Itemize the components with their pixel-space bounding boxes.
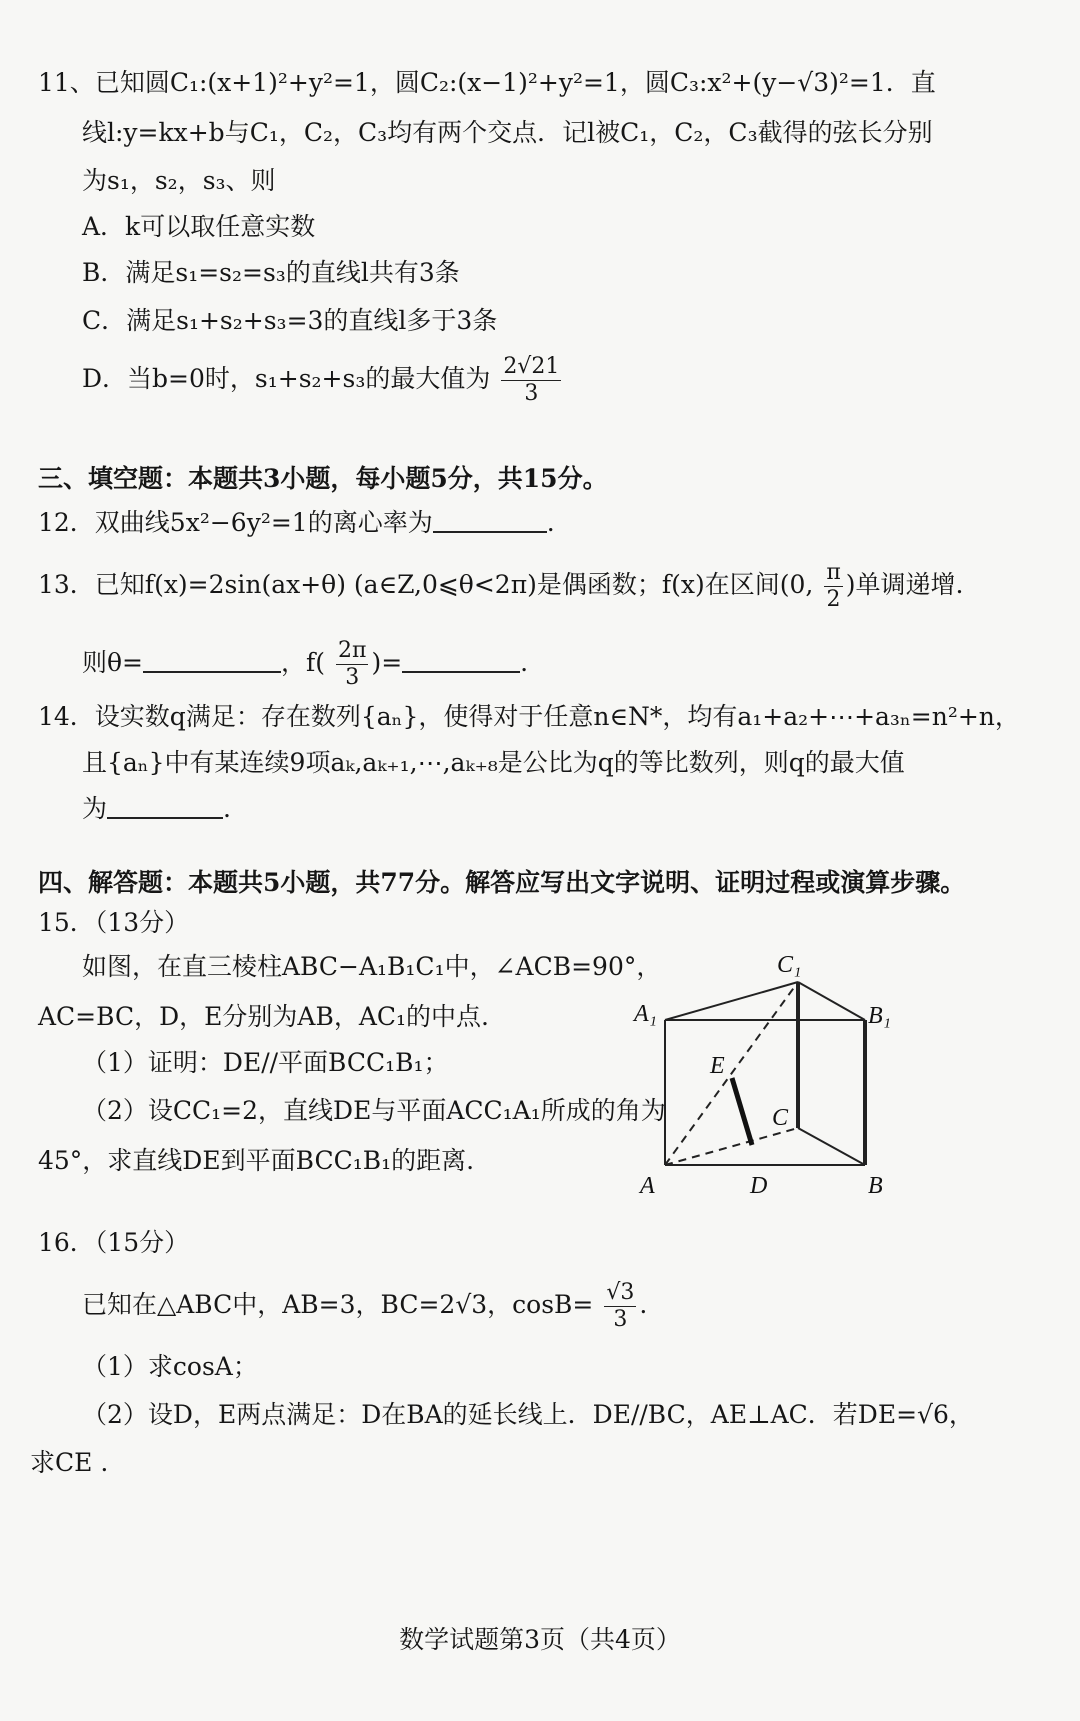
label-c: C [772, 1105, 789, 1131]
q11-option-a: A．k可以取任意实数 [82, 212, 316, 241]
q13-line1 [38, 560, 963, 613]
q15-line2: AC=BC，D，E分别为AB，AC₁的中点. [38, 1002, 489, 1031]
q11-option-d-text: D．当b=0时，s₁+s₂+s₃的最大值为 [82, 364, 491, 393]
q13-text-b: )单调递增. [845, 570, 964, 599]
q16-heading: 16．（15分） [38, 1228, 190, 1257]
prism-figure [620, 945, 920, 1205]
q11-option-b: B．满足s₁=s₂=s₃的直线l共有3条 [82, 258, 460, 287]
q16-end-dot: . [639, 1290, 648, 1319]
q13-theta-blank[interactable] [143, 647, 281, 673]
q16-fraction-sqrt3-3 [604, 1280, 636, 1333]
q13-f-blank[interactable] [402, 647, 520, 673]
q13-line2 [82, 638, 528, 691]
q13-end: . [520, 648, 529, 677]
q15-line3: 45°，求直线DE到平面BCC₁B₁的距离. [38, 1146, 475, 1175]
q12-line [38, 506, 555, 540]
q14-line3 [82, 792, 231, 826]
q16-part1: （1）求cosA； [82, 1352, 258, 1381]
q16-part2: （2）设D，E两点满足：D在BA的延长线上．DE//BC，AE⊥AC．若DE=√6， [82, 1400, 974, 1429]
fraction-numerator: 2√21 [503, 354, 560, 379]
q15-line1: 如图，在直三棱柱ABC−A₁B₁C₁中，∠ACB=90°， [82, 952, 662, 981]
q11-text-line1: 已知圆C₁:(x+1)²+y²=1，圆C₂:(x−1)²+y²=1，圆C₃:x²+(y−√3)²=1．直 [94, 68, 936, 97]
label-b: B [868, 1173, 883, 1199]
q12-text: 12．双曲线5x²−6y²=1的离心率为 [38, 508, 433, 537]
edge-c-b [798, 1128, 865, 1165]
segment-d-e [732, 1078, 752, 1145]
fraction-numerator: π [826, 560, 841, 585]
q14-answer-blank[interactable] [107, 793, 223, 819]
label-a: A [640, 1173, 655, 1199]
q13-fraction-2pi-3 [336, 638, 368, 691]
q14-end: . [223, 794, 231, 823]
q13-theta-label: 则θ= [82, 648, 143, 677]
edge-a1-c1 [665, 982, 798, 1020]
label-b1: B₁ [868, 1003, 892, 1029]
section-3-title: 三、填空题：本题共3小题，每小题5分，共15分。 [38, 464, 608, 493]
label-e: E [710, 1053, 725, 1079]
q14-line1: 14．设实数q满足：存在数列{aₙ}，使得对于任意n∈N*，均有a₁+a₂+⋯+a₃ₙ=n²+n， [38, 702, 1020, 731]
fraction-denominator: 3 [345, 665, 360, 690]
fraction-denominator: 3 [524, 381, 539, 406]
q14-text: 为 [82, 794, 108, 823]
segment-a-c1 [665, 982, 798, 1165]
q11-option-c: C．满足s₁+s₂+s₃=3的直线l多于3条 [82, 306, 498, 335]
q11-line2: 线l:y=kx+b与C₁，C₂，C₃均有两个交点．记l被C₁，C₂，C₃截得的弦长分别 [82, 118, 933, 147]
label-c1: C₁ [777, 952, 802, 978]
fraction-denominator: 2 [826, 587, 841, 612]
edge-c1-b1 [798, 982, 865, 1020]
page-footer: 数学试题第3页（共4页） [399, 1625, 681, 1654]
section-4-title: 四、解答题：本题共5小题，共77分。解答应写出文字说明、证明过程或演算步骤。 [38, 868, 966, 897]
q12-end: . [546, 508, 555, 537]
fraction-numerator: √3 [606, 1280, 635, 1305]
fraction-numerator: 2π [337, 638, 367, 663]
q16-text: 已知在△ABC中，AB=3，BC=2√3，cosB= [82, 1290, 594, 1319]
q16-line1 [82, 1280, 647, 1333]
label-d: D [750, 1173, 768, 1199]
q13-fraction-pi-2 [824, 560, 842, 613]
fraction-denominator: 3 [613, 1307, 628, 1332]
q13-text-a: 13．已知f(x)=2sin(ax+θ) (a∈Z,0⩽θ<2π)是偶函数；f(x)在区间(0, [38, 570, 814, 599]
q11-line1 [38, 66, 936, 100]
q11-option-d-fraction [501, 354, 561, 407]
q11-number: 11、 [38, 68, 95, 97]
q15-heading: 15．（13分） [38, 908, 190, 937]
edge-a-c-hidden [665, 1128, 798, 1165]
q15-part1: （1）证明：DE//平面BCC₁B₁； [82, 1048, 449, 1077]
q11-line3: 为s₁，s₂，s₃、则 [82, 166, 276, 195]
q12-answer-blank[interactable] [433, 507, 547, 533]
q11-option-d [82, 354, 564, 407]
q14-line2: 且{aₙ}中有某连续9项aₖ,aₖ₊₁,⋯,aₖ₊₈是公比为q的等比数列，则q的最大值 [82, 748, 905, 777]
label-a1: A₁ [634, 1001, 658, 1027]
q13-f-label: ，f( [281, 648, 326, 677]
q15-part2: （2）设CC₁=2，直线DE与平面ACC₁A₁所成的角为 [82, 1096, 666, 1125]
q16-line-end: 求CE . [30, 1448, 109, 1477]
q13-equals: )= [371, 648, 403, 677]
